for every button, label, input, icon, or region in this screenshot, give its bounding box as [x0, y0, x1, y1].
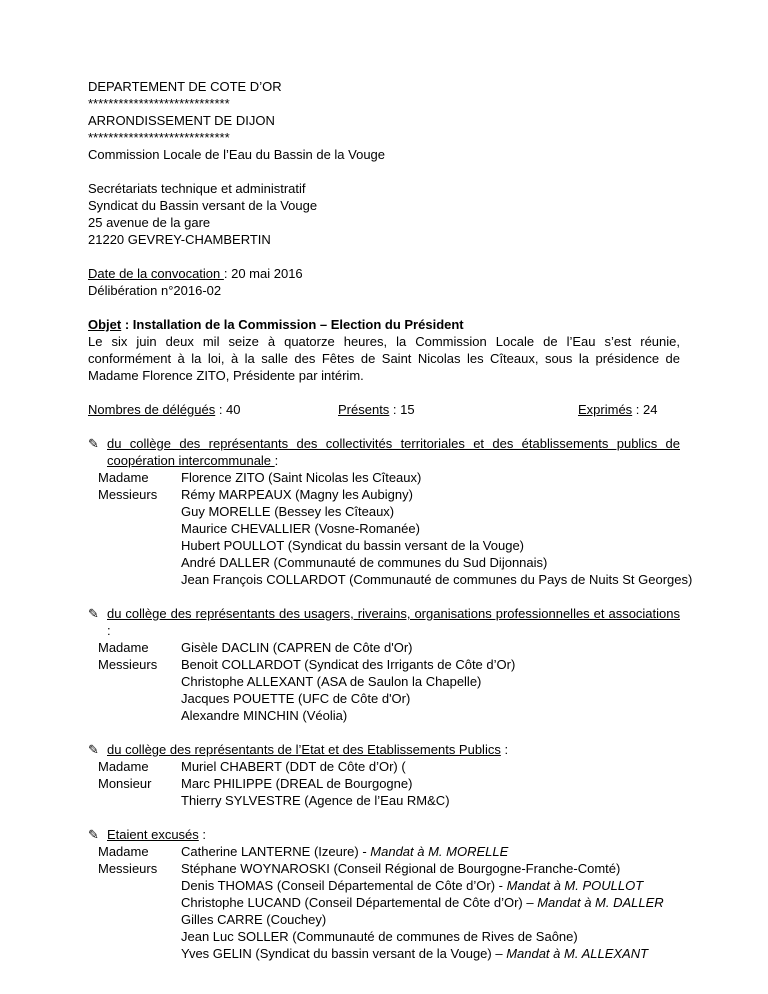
title-messieurs: Messieurs	[98, 487, 158, 502]
intro-paragraph: Le six juin deux mil seize à quatorze heures, la Commission Locale de l’Eau s’est réunie, conformément à la loi, à la salle des Fêtes de Saint Nicolas les Cîteaux, sous la présidence de Madame Florence ZITO, Présidente par intérim.	[88, 334, 680, 383]
pencil-arrow-icon: ✎	[88, 436, 99, 451]
member-name: Maurice CHEVALLIER (Vosne-Romanée)	[181, 521, 420, 536]
mandat-text: Mandat à M. MORELLE	[370, 844, 509, 859]
member-name: Jean François COLLARDOT (Communauté de communes du Pays de Nuits St Georges)	[181, 572, 693, 587]
member-name: Gilles CARRE (Couchey)	[181, 912, 327, 927]
member-name: Gisèle DACLIN (CAPREN de Côte d'Or)	[181, 640, 413, 655]
member-name: Catherine LANTERNE (Izeure) - Mandat à M. MORELLE	[181, 844, 509, 859]
member-name: Guy MORELLE (Bessey les Cîteaux)	[181, 504, 395, 519]
title-messieurs: Messieurs	[98, 657, 158, 672]
college-usagers	[88, 605, 680, 724]
title-messieurs: Messieurs	[98, 861, 158, 876]
member-name: Marc PHILIPPE (DREAL de Bourgogne)	[181, 776, 413, 791]
document-page	[88, 78, 693, 962]
mandat-text: Mandat à M. POULLOT	[506, 878, 644, 893]
member-name: Jean Luc SOLLER (Communauté de communes de Rives de Saône)	[181, 929, 578, 944]
member-name: André DALLER (Communauté de communes du Sud Dijonnais)	[181, 555, 548, 570]
member-name: Hubert POULLOT (Syndicat du bassin versant de la Vouge)	[181, 538, 525, 553]
title-madame: Madame	[98, 844, 149, 859]
member-name: Christophe ALLEXANT (ASA de Saulon la Chapelle)	[181, 674, 482, 689]
college-collectivites	[88, 435, 693, 588]
address-block	[88, 180, 680, 248]
address-line: 21220 GEVREY-CHAMBERTIN	[88, 232, 271, 247]
stat-exprimes: Exprimés : 24	[578, 402, 658, 417]
pencil-arrow-icon: ✎	[88, 606, 99, 621]
stat-presents: Présents : 15	[338, 402, 415, 417]
address-line: Syndicat du Bassin versant de la Vouge	[88, 198, 318, 213]
member-name: Rémy MARPEAUX (Magny les Aubigny)	[181, 487, 413, 502]
header-separator: ****************************	[88, 96, 230, 111]
college-heading: du collège des représentants de l’Etat et des Etablissements Publics :	[107, 742, 509, 757]
excuses-section	[88, 826, 680, 962]
member-name: Muriel CHABERT (DDT de Côte d’Or) (	[181, 759, 406, 774]
convocation-line	[88, 265, 680, 282]
objet-value: : Installation de la Commission – Election du Président	[121, 317, 464, 332]
mandat-text: Mandat à M. ALLEXANT	[506, 946, 649, 961]
title-monsieur: Monsieur	[98, 776, 152, 791]
pencil-arrow-icon: ✎	[88, 742, 99, 757]
deliberation-number: Délibération n°2016-02	[88, 283, 222, 298]
objet-line	[88, 316, 680, 333]
title-madame: Madame	[98, 759, 149, 774]
member-name: Florence ZITO (Saint Nicolas les Cîteaux)	[181, 470, 422, 485]
header-separator: ****************************	[88, 130, 230, 145]
member-name: Alexandre MINCHIN (Véolia)	[181, 708, 348, 723]
header-arrondissement: ARRONDISSEMENT DE DIJON	[88, 113, 275, 128]
header-commission: Commission Locale de l’Eau du Bassin de la Vouge	[88, 147, 386, 162]
title-madame: Madame	[98, 640, 149, 655]
college-heading: du collège des représentants des usagers, riverains, organisations professionnelles et associations :	[107, 606, 680, 638]
college-heading: du collège des représentants des collectivités territoriales et des établissements publics de coopération intercommunale :	[107, 436, 680, 468]
address-line: Secrétariats technique et administratif	[88, 181, 306, 196]
member-name: Yves GELIN (Syndicat du bassin versant de la Vouge) – Mandat à M. ALLEXANT	[181, 946, 649, 961]
convocation-label: Date de la convocation	[88, 266, 224, 281]
header-block	[88, 78, 680, 163]
member-name: Jacques POUETTE (UFC de Côte d'Or)	[181, 691, 411, 706]
member-name: Christophe LUCAND (Conseil Départemental de Côte d’Or) – Mandat à M. DALLER	[181, 895, 664, 910]
pencil-arrow-icon: ✎	[88, 827, 99, 842]
stat-delegues: Nombres de délégués : 40	[88, 402, 241, 417]
objet-label: Objet	[88, 317, 122, 332]
member-name: Denis THOMAS (Conseil Départemental de Côte d’Or) - Mandat à M. POULLOT	[181, 878, 644, 893]
mandat-text: Mandat à M. DALLER	[537, 895, 664, 910]
member-name: Thierry SYLVESTRE (Agence de l’Eau RM&C)	[181, 793, 450, 808]
member-name: Stéphane WOYNAROSKI (Conseil Régional de Bourgogne-Franche-Comté)	[181, 861, 621, 876]
convocation-value: : 20 mai 2016	[223, 266, 303, 281]
excuses-heading: Etaient excusés :	[107, 827, 207, 842]
header-departement: DEPARTEMENT DE COTE D’OR	[88, 79, 282, 94]
title-madame: Madame	[98, 470, 149, 485]
member-name: Benoit COLLARDOT (Syndicat des Irrigants de Côte d’Or)	[181, 657, 516, 672]
stats-row	[88, 401, 680, 418]
college-etat	[88, 741, 680, 809]
address-line: 25 avenue de la gare	[88, 215, 211, 230]
